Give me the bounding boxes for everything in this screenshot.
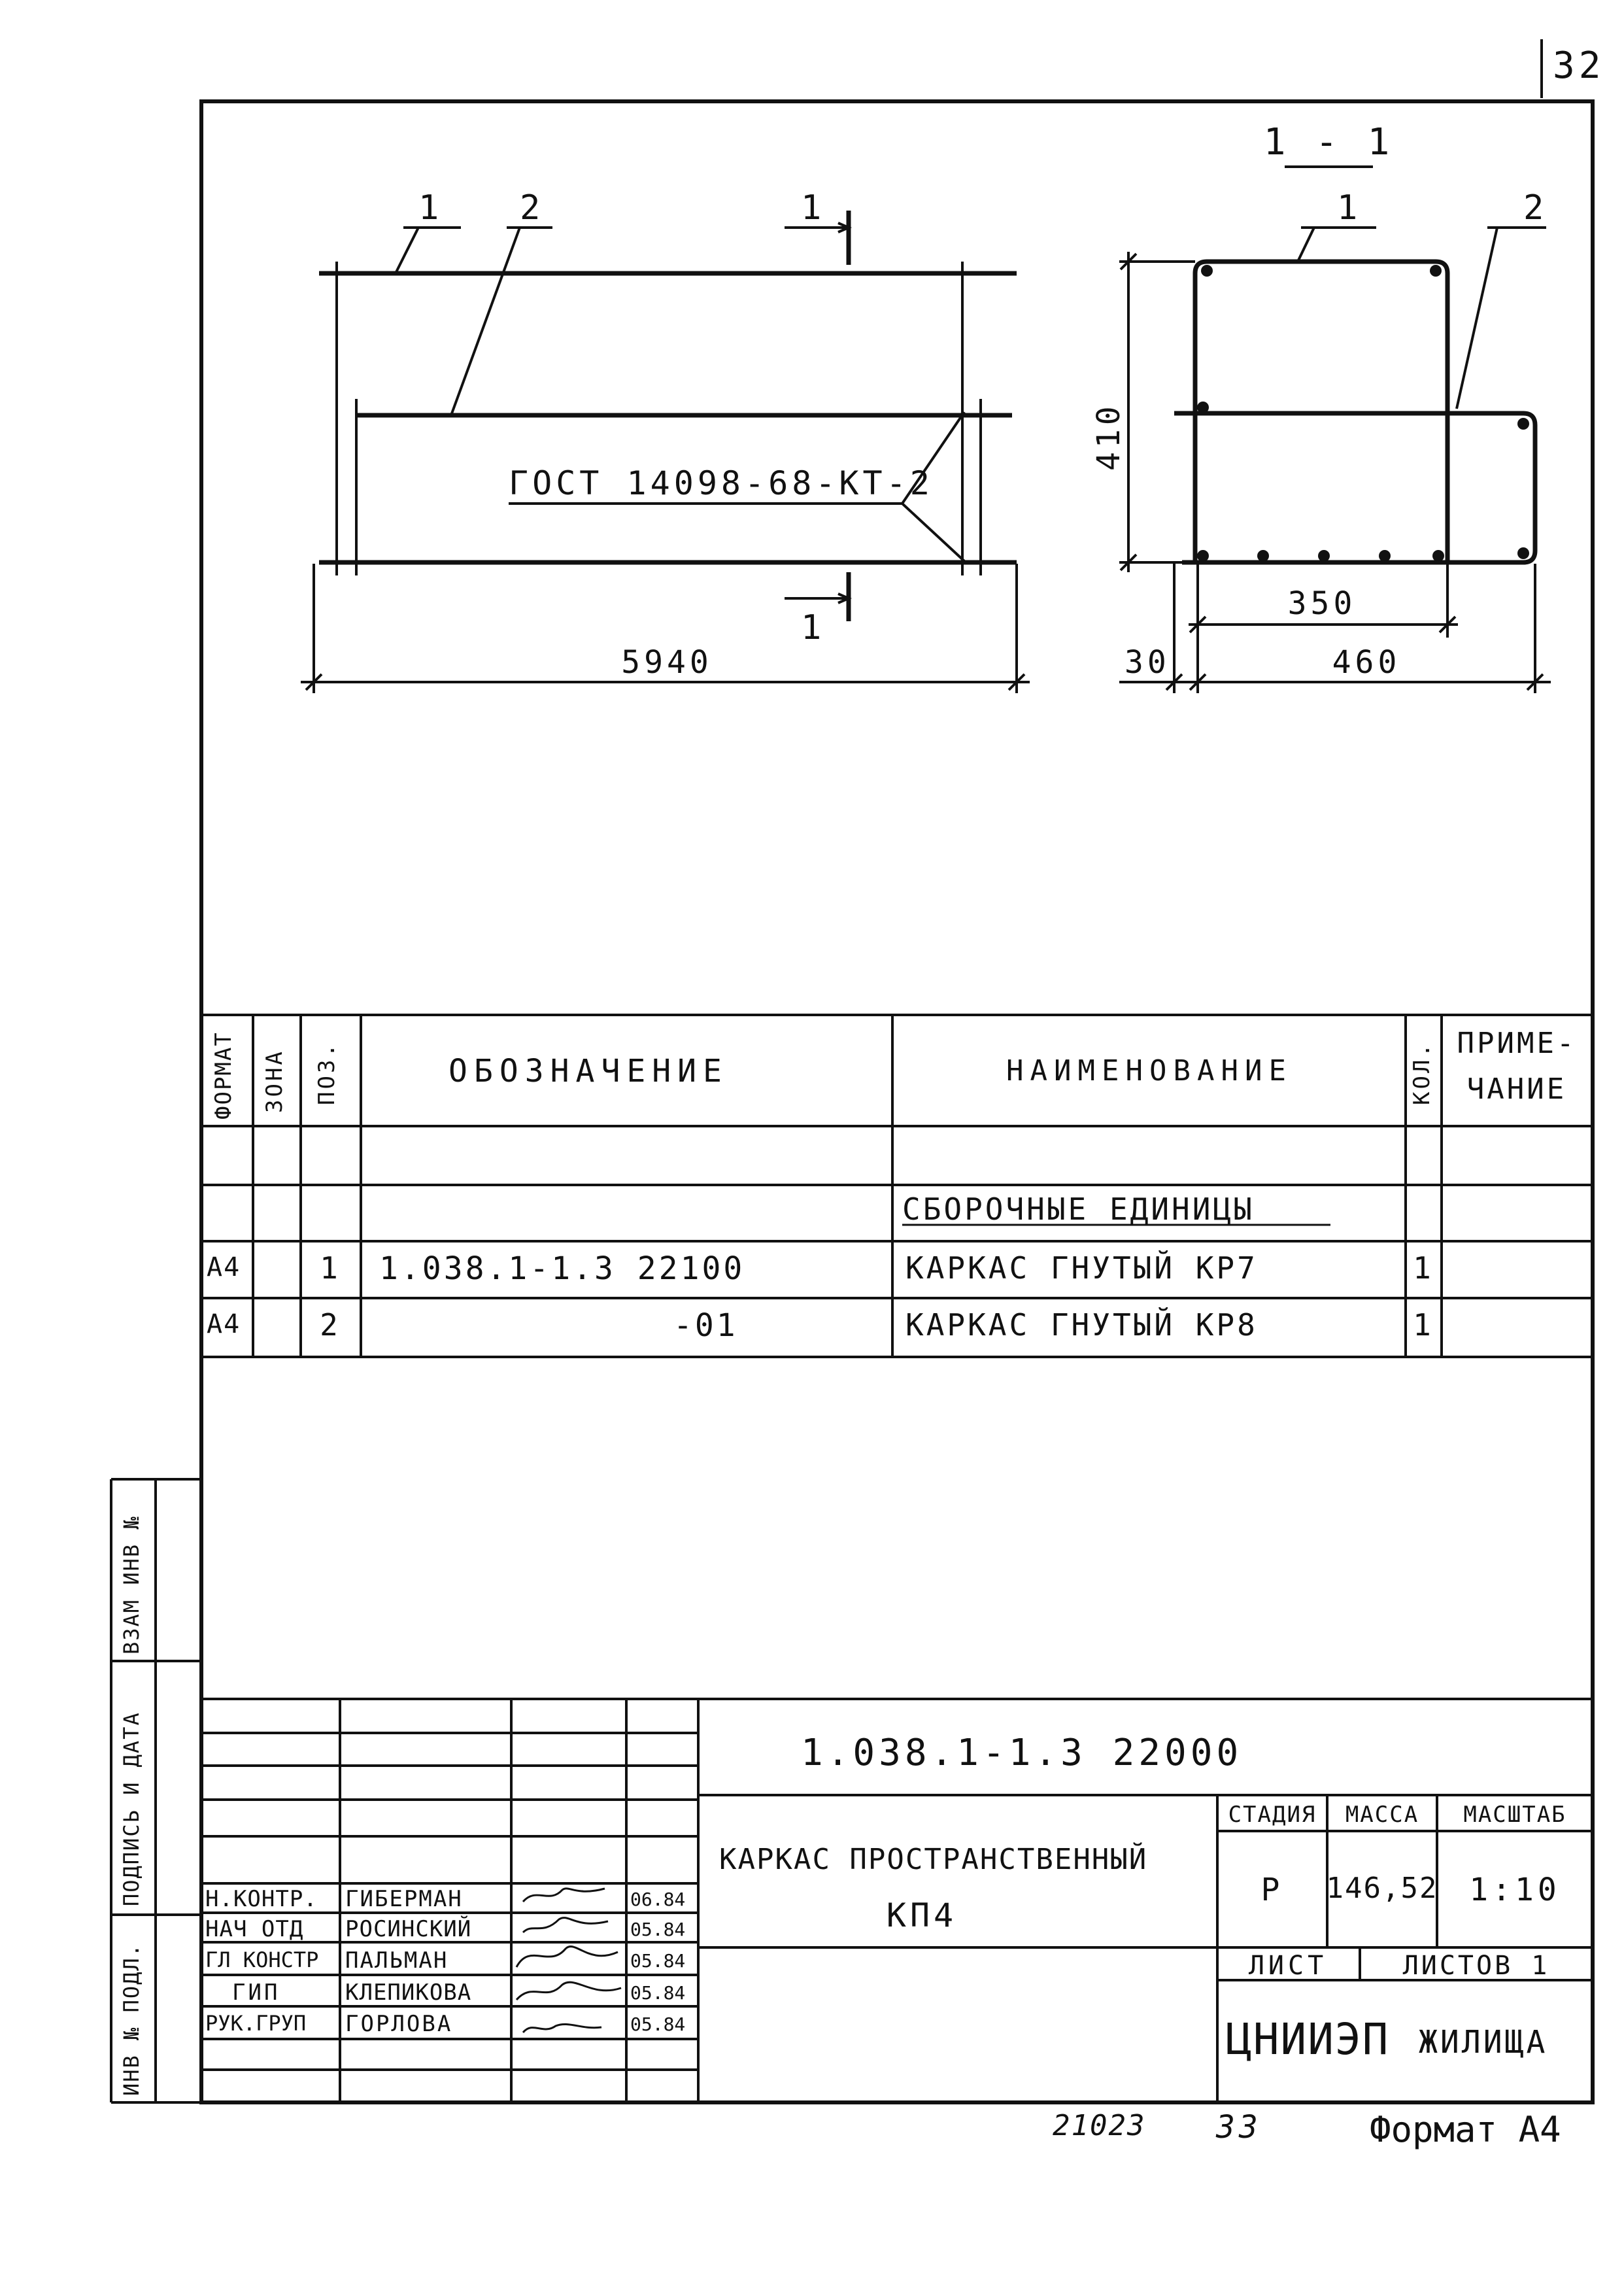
row-1-format: А4 bbox=[207, 1252, 241, 1282]
signer-date: 05.84 bbox=[630, 2013, 686, 2035]
org-suffix: ЖИЛИЩА bbox=[1419, 2024, 1548, 2061]
signer-date: 05.84 bbox=[630, 1982, 686, 2004]
row-1-pos: 1 bbox=[320, 1250, 342, 1286]
main-view-geometry bbox=[301, 211, 1030, 693]
spec-table-grid bbox=[201, 1015, 1593, 1357]
signature-marks bbox=[516, 1889, 621, 2032]
dim-460: 460 bbox=[1332, 644, 1401, 681]
section-mark-top: 1 bbox=[801, 188, 826, 228]
scale-label: МАСШТАБ bbox=[1463, 1802, 1566, 1828]
row-1-qty: 1 bbox=[1413, 1250, 1435, 1286]
signer-date: 05.84 bbox=[630, 1950, 686, 1972]
stage-label: СТАДИЯ bbox=[1228, 1802, 1317, 1828]
main-view-pos-label-2: 2 bbox=[520, 188, 545, 228]
signer-role: ГЛ КОНСТР bbox=[205, 1947, 319, 1972]
row-2-name: КАРКАС ГНУТЫЙ КР8 bbox=[905, 1307, 1258, 1343]
main-view-pos-label-1: 1 bbox=[418, 188, 443, 228]
signer-name: РОСИНСКИЙ bbox=[345, 1916, 472, 1942]
header-qty: КОЛ. bbox=[1409, 1041, 1435, 1105]
mass-label: МАССА bbox=[1345, 1802, 1419, 1828]
section-title-assemblies: СБОРОЧНЫЕ ЕДИНИЦЫ bbox=[902, 1191, 1255, 1227]
signer-name: ГИБЕРМАН bbox=[345, 1886, 463, 1912]
header-name: НАИМЕНОВАНИЕ bbox=[1006, 1054, 1293, 1088]
header-note-2: ЧАНИЕ bbox=[1466, 1072, 1567, 1106]
row-2-format: А4 bbox=[207, 1309, 241, 1339]
row-2-qty: 1 bbox=[1413, 1307, 1435, 1343]
dim-30: 30 bbox=[1125, 644, 1170, 681]
format-label: Формат А4 bbox=[1370, 2109, 1561, 2150]
stamp-sign-date: ПОДПИСЬ И ДАТА bbox=[119, 1711, 144, 1906]
signer-name: ПАЛЬМАН bbox=[345, 1947, 448, 1974]
bottom-number-2: 33 bbox=[1216, 2109, 1262, 2146]
signer-role: РУК.ГРУП bbox=[205, 2011, 307, 2036]
section-mark-bottom: 1 bbox=[801, 608, 826, 647]
row-2-pos: 2 bbox=[320, 1307, 342, 1343]
sheets-label: ЛИСТОВ 1 bbox=[1402, 1951, 1550, 1981]
doc-title-line-1: КАРКАС ПРОСТРАНСТВЕННЫЙ bbox=[719, 1843, 1148, 1876]
signer-date: 06.84 bbox=[630, 1889, 686, 1910]
page-number: 32 bbox=[1553, 44, 1605, 87]
signer-name: ГОРЛОВА bbox=[345, 2011, 453, 2037]
stamp-inv-orig: ИНВ № ПОДЛ. bbox=[119, 1943, 144, 2096]
scale-value: 1:10 bbox=[1469, 1872, 1561, 1908]
header-note-1: ПРИМЕ- bbox=[1457, 1027, 1577, 1060]
dim-length: 5940 bbox=[621, 644, 713, 681]
mass-value: 146,52 bbox=[1326, 1872, 1438, 1905]
header-format: ФОРМАТ bbox=[211, 1031, 237, 1120]
signer-name: КЛЕПИКОВА bbox=[345, 1979, 472, 2006]
bottom-number-1: 21023 bbox=[1053, 2109, 1146, 2142]
dim-350: 350 bbox=[1287, 585, 1357, 622]
weld-note: ГОСТ 14098-68-КТ-2 bbox=[509, 464, 934, 502]
signer-date: 05.84 bbox=[630, 1919, 686, 1940]
dim-height: 410 bbox=[1091, 402, 1127, 471]
org-name: ЦНИИЭП bbox=[1226, 2014, 1390, 2065]
row-1-designation: 1.038.1-1.3 22100 bbox=[379, 1250, 745, 1287]
stamp-replace-inv: ВЗАМ ИНВ № bbox=[119, 1515, 144, 1654]
row-1-name: КАРКАС ГНУТЫЙ КР7 bbox=[905, 1250, 1258, 1286]
doc-code: 1.038.1-1.3 22000 bbox=[801, 1732, 1243, 1774]
row-2-designation: -01 bbox=[673, 1307, 738, 1344]
doc-title-line-2: КП4 bbox=[886, 1896, 958, 1934]
section-title: 1 - 1 bbox=[1263, 121, 1394, 163]
section-pos-label-1: 1 bbox=[1337, 188, 1362, 228]
signer-role: НАЧ ОТД bbox=[205, 1916, 304, 1942]
header-designation: ОБОЗНАЧЕНИЕ bbox=[448, 1053, 728, 1089]
section-pos-label-2: 2 bbox=[1523, 188, 1548, 228]
sheet-label: ЛИСТ bbox=[1248, 1951, 1328, 1981]
stage-value: Р bbox=[1260, 1872, 1284, 1908]
header-pos: ПОЗ. bbox=[314, 1041, 340, 1105]
signer-role: Н.КОНТР. bbox=[205, 1886, 318, 1912]
signer-role: ГИП bbox=[232, 1979, 280, 2006]
header-zone: ЗОНА bbox=[262, 1049, 288, 1113]
